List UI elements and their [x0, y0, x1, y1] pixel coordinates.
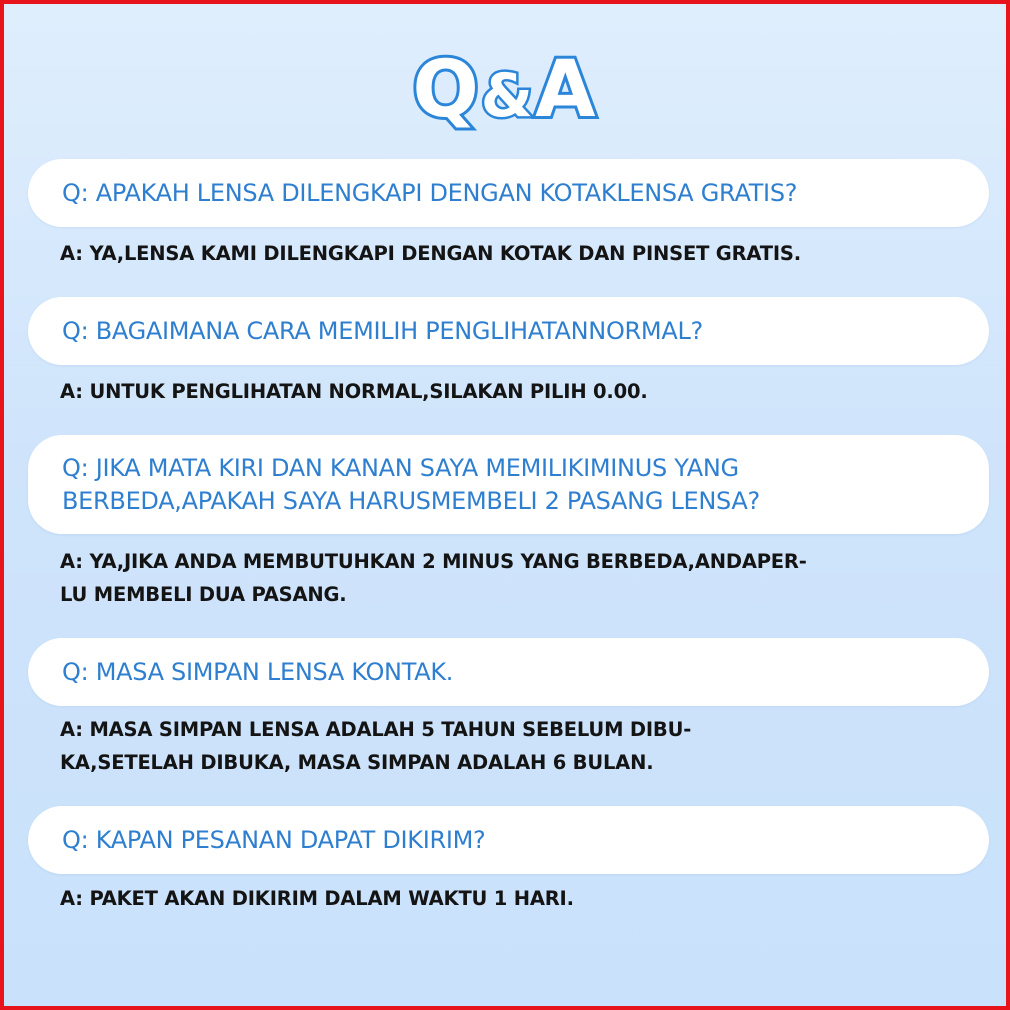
- faq-answer-5: [60, 882, 980, 915]
- faq-answer-3-line-2: LU MEMBELI DUA PASANG.: [60, 583, 347, 606]
- faq-answer-5-text: A: PAKET AKAN DIKIRIM DALAM WAKTU 1 HARI.: [60, 887, 574, 910]
- faq-answer-3-line-1: A: YA,JIKA ANDA MEMBUTUHKAN 2 MINUS YANG BERBEDA,ANDAPER-: [60, 550, 807, 573]
- faq-question-5-text: Q: KAPAN PESANAN DAPAT DIKIRIM?: [62, 825, 486, 854]
- faq-question-2-text: Q: BAGAIMANA CARA MEMILIH PENGLIHATANNORMAL?: [62, 316, 703, 345]
- faq-question-1-text: Q: APAKAH LENSA DILENGKAPI DENGAN KOTAKLENSA GRATIS?: [62, 178, 798, 207]
- faq-answer-4-line-2: KA,SETELAH DIBUKA, MASA SIMPAN ADALAH 6 BULAN.: [60, 751, 654, 774]
- title-ampersand: &: [480, 61, 536, 131]
- title-a: A: [535, 45, 598, 135]
- faq-question-5: [28, 806, 989, 874]
- title-q: Q: [412, 45, 481, 135]
- faq-answer-1-text: A: YA,LENSA KAMI DILENGKAPI DENGAN KOTAK DAN PINSET GRATIS.: [60, 242, 801, 265]
- faq-answer-2: [60, 375, 980, 408]
- faq-question-4: [28, 638, 989, 706]
- qa-title: [4, 40, 1006, 146]
- faq-answer-2-text: A: UNTUK PENGLIHATAN NORMAL,SILAKAN PILIH 0.00.: [60, 380, 648, 403]
- faq-question-3-line-1: Q: JIKA MATA KIRI DAN KANAN SAYA MEMILIKIMINUS YANG: [62, 453, 739, 482]
- faq-question-3-text: [62, 452, 760, 518]
- faq-answer-4: [60, 713, 980, 779]
- faq-answer-3: [60, 545, 980, 611]
- faq-answer-1: [60, 237, 980, 270]
- faq-question-2: [28, 297, 989, 365]
- faq-question-3-line-2: BERBEDA,APAKAH SAYA HARUSMEMBELI 2 PASANG LENSA?: [62, 486, 760, 515]
- faq-question-1: [28, 159, 989, 227]
- faq-answer-4-line-1: A: MASA SIMPAN LENSA ADALAH 5 TAHUN SEBELUM DIBU-: [60, 718, 692, 741]
- faq-question-3: [28, 435, 989, 534]
- faq-question-4-text: Q: MASA SIMPAN LENSA KONTAK.: [62, 657, 454, 686]
